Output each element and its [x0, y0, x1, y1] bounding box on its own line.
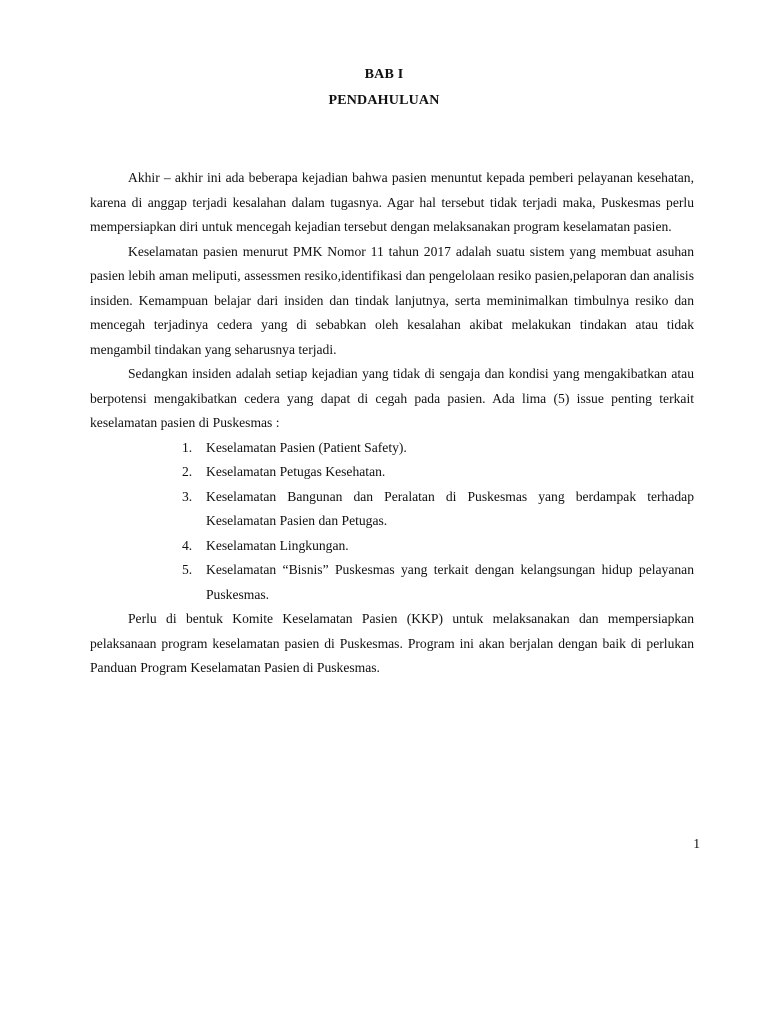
- issue-list: [90, 436, 694, 608]
- chapter-heading: BAB I: [364, 67, 404, 82]
- document-body: [90, 166, 694, 681]
- list-item-text: Keselamatan Lingkungan.: [206, 537, 349, 553]
- list-item-number: 2.: [182, 464, 193, 479]
- list-item-text: Keselamatan Petugas Kesehatan.: [206, 464, 386, 479]
- chapter-title: PENDAHULUAN: [328, 93, 440, 108]
- list-item: [90, 460, 694, 485]
- list-item-number: 4.: [182, 537, 193, 553]
- paragraph-incident: Sedangkan insiden adalah setiap kejadian yang tidak di sengaja dan kondisi yang mengakibatkan atau berpotensi mengakibatkan cedera yang dapat di cegah pada pasien. Ada lima (5) issue penting terkait keselamatan pasien di Puskesmas :: [90, 366, 694, 430]
- list-item-text: Keselamatan Pasien (Patient Safety).: [206, 439, 407, 455]
- list-item-number: 5.: [182, 562, 193, 577]
- list-item: [90, 534, 694, 559]
- paragraph-closing: Perlu di bentuk Komite Keselamatan Pasien (KKP) untuk melaksanakan dan mempersiapkan pelaksanaan program keselamatan pasien di Puskesmas. Program ini akan berjalan dengan baik di perlukan Panduan Program Keselamatan Pasien di Puskesmas.: [90, 611, 694, 675]
- paragraph-definition: Keselamatan pasien menurut PMK Nomor 11 tahun 2017 adalah suatu sistem yang membuat asuhan pasien lebih aman meliputi, assessmen resiko,identifikasi dan pengelolaan resiko pasien,pelaporan dan analisis insiden. Kemampuan belajar dari insiden dan tindak lanjutnya, serta meminimalkan timbulnya resiko dan mencegah terjadinya cedera yang di sebabkan oleh kesalahan akibat melakukan tindakan atau tidak mengambil tindakan yang seharusnya terjadi.: [90, 243, 694, 357]
- page-number: 1: [693, 836, 700, 851]
- list-item: [90, 558, 694, 607]
- list-item-text: Keselamatan “Bisnis” Puskesmas yang terkait dengan kelangsungan hidup pelayanan Puskesmas.: [206, 562, 694, 602]
- list-item-number: 1.: [182, 439, 193, 455]
- paragraph-intro: Akhir – akhir ini ada beberapa kejadian bahwa pasien menuntut kepada pemberi pelayanan kesehatan, karena di anggap terjadi kesalahan dalam tugasnya. Agar hal tersebut tidak terjadi maka, Puskesmas perlu mempersiapkan diri untuk mencegah kejadian tersebut dengan melaksanakan program keselamatan pasien.: [90, 170, 694, 234]
- list-item-number: 3.: [182, 488, 193, 504]
- list-item: [90, 436, 694, 461]
- list-item: [90, 485, 694, 534]
- list-item-text: Keselamatan Bangunan dan Peralatan di Puskesmas yang berdampak terhadap Keselamatan Pasien dan Petugas.: [206, 488, 694, 528]
